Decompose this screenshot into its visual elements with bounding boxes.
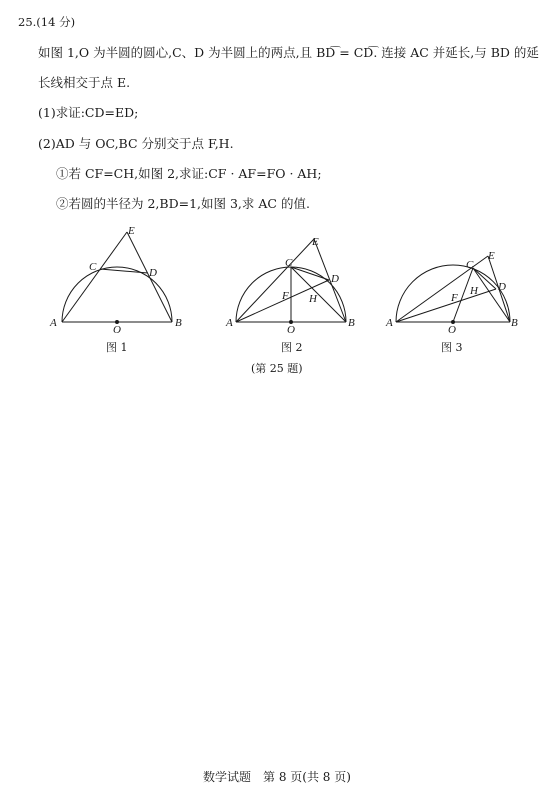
- fig2-label-c: C: [285, 257, 293, 269]
- fig3-label-d: D: [498, 281, 506, 293]
- fig2-label-b: B: [348, 317, 355, 329]
- problem-part-2-2: ②若圆的半径为 2,BD=1,如图 3,求 AC 的值.: [56, 196, 310, 211]
- fig1-label-b: B: [175, 317, 182, 329]
- fig1-line-ae: [62, 232, 127, 322]
- figure-1: [48, 222, 198, 337]
- figure-3-caption: 图 3: [441, 341, 463, 354]
- problem-part-1: (1)求证:CD=ED;: [38, 105, 139, 120]
- problem-stem-line-2: 长线相交于点 E.: [38, 75, 131, 90]
- figure-group-caption: (第 25 题): [251, 362, 303, 375]
- fig3-label-c: C: [466, 259, 474, 271]
- fig1-label-d: D: [149, 267, 157, 279]
- fig2-label-e: E: [312, 236, 319, 248]
- problem-number: 25.(14 分): [18, 15, 76, 29]
- fig2-label-f: F: [282, 290, 289, 302]
- figure-2: [222, 222, 372, 337]
- figure-2-caption: 图 2: [281, 341, 303, 354]
- problem-part-2-1: ①若 CF=CH,如图 2,求证:CF · AF=FO · AH;: [56, 166, 322, 181]
- fig3-label-a: A: [386, 317, 393, 329]
- fig2-label-h: H: [309, 293, 317, 305]
- fig1-label-e: E: [128, 225, 135, 237]
- fig2-line-be: [314, 239, 346, 322]
- fig3-label-e: E: [488, 250, 495, 262]
- fig3-label-b: B: [511, 317, 518, 329]
- fig2-chord-cd: [291, 267, 329, 280]
- figure-1-caption: 图 1: [106, 341, 128, 354]
- fig2-label-o: O: [287, 324, 295, 336]
- fig1-label-a: A: [50, 317, 57, 329]
- fig1-label-c: C: [89, 261, 97, 273]
- fig3-line-ad: [396, 289, 496, 322]
- fig1-chord-cd: [100, 269, 148, 273]
- fig2-line-ae: [236, 239, 314, 322]
- fig3-label-f: F: [451, 292, 458, 304]
- fig2-label-d: D: [331, 273, 339, 285]
- problem-part-2: (2)AD 与 OC,BC 分别交于点 F,H.: [38, 136, 234, 151]
- fig3-label-h: H: [470, 285, 478, 297]
- page-footer: 数学试题 第 8 页(共 8 页): [203, 770, 351, 784]
- fig2-label-a: A: [226, 317, 233, 329]
- figure-3: [382, 222, 532, 337]
- problem-stem-line-1: 如图 1,O 为半圆的圆心,C、D 为半圆上的两点,且 BD͡ = CD͡. 连接 AC 并延长,与 BD 的延: [38, 45, 539, 60]
- fig3-label-o: O: [448, 324, 456, 336]
- fig1-label-o: O: [113, 324, 121, 336]
